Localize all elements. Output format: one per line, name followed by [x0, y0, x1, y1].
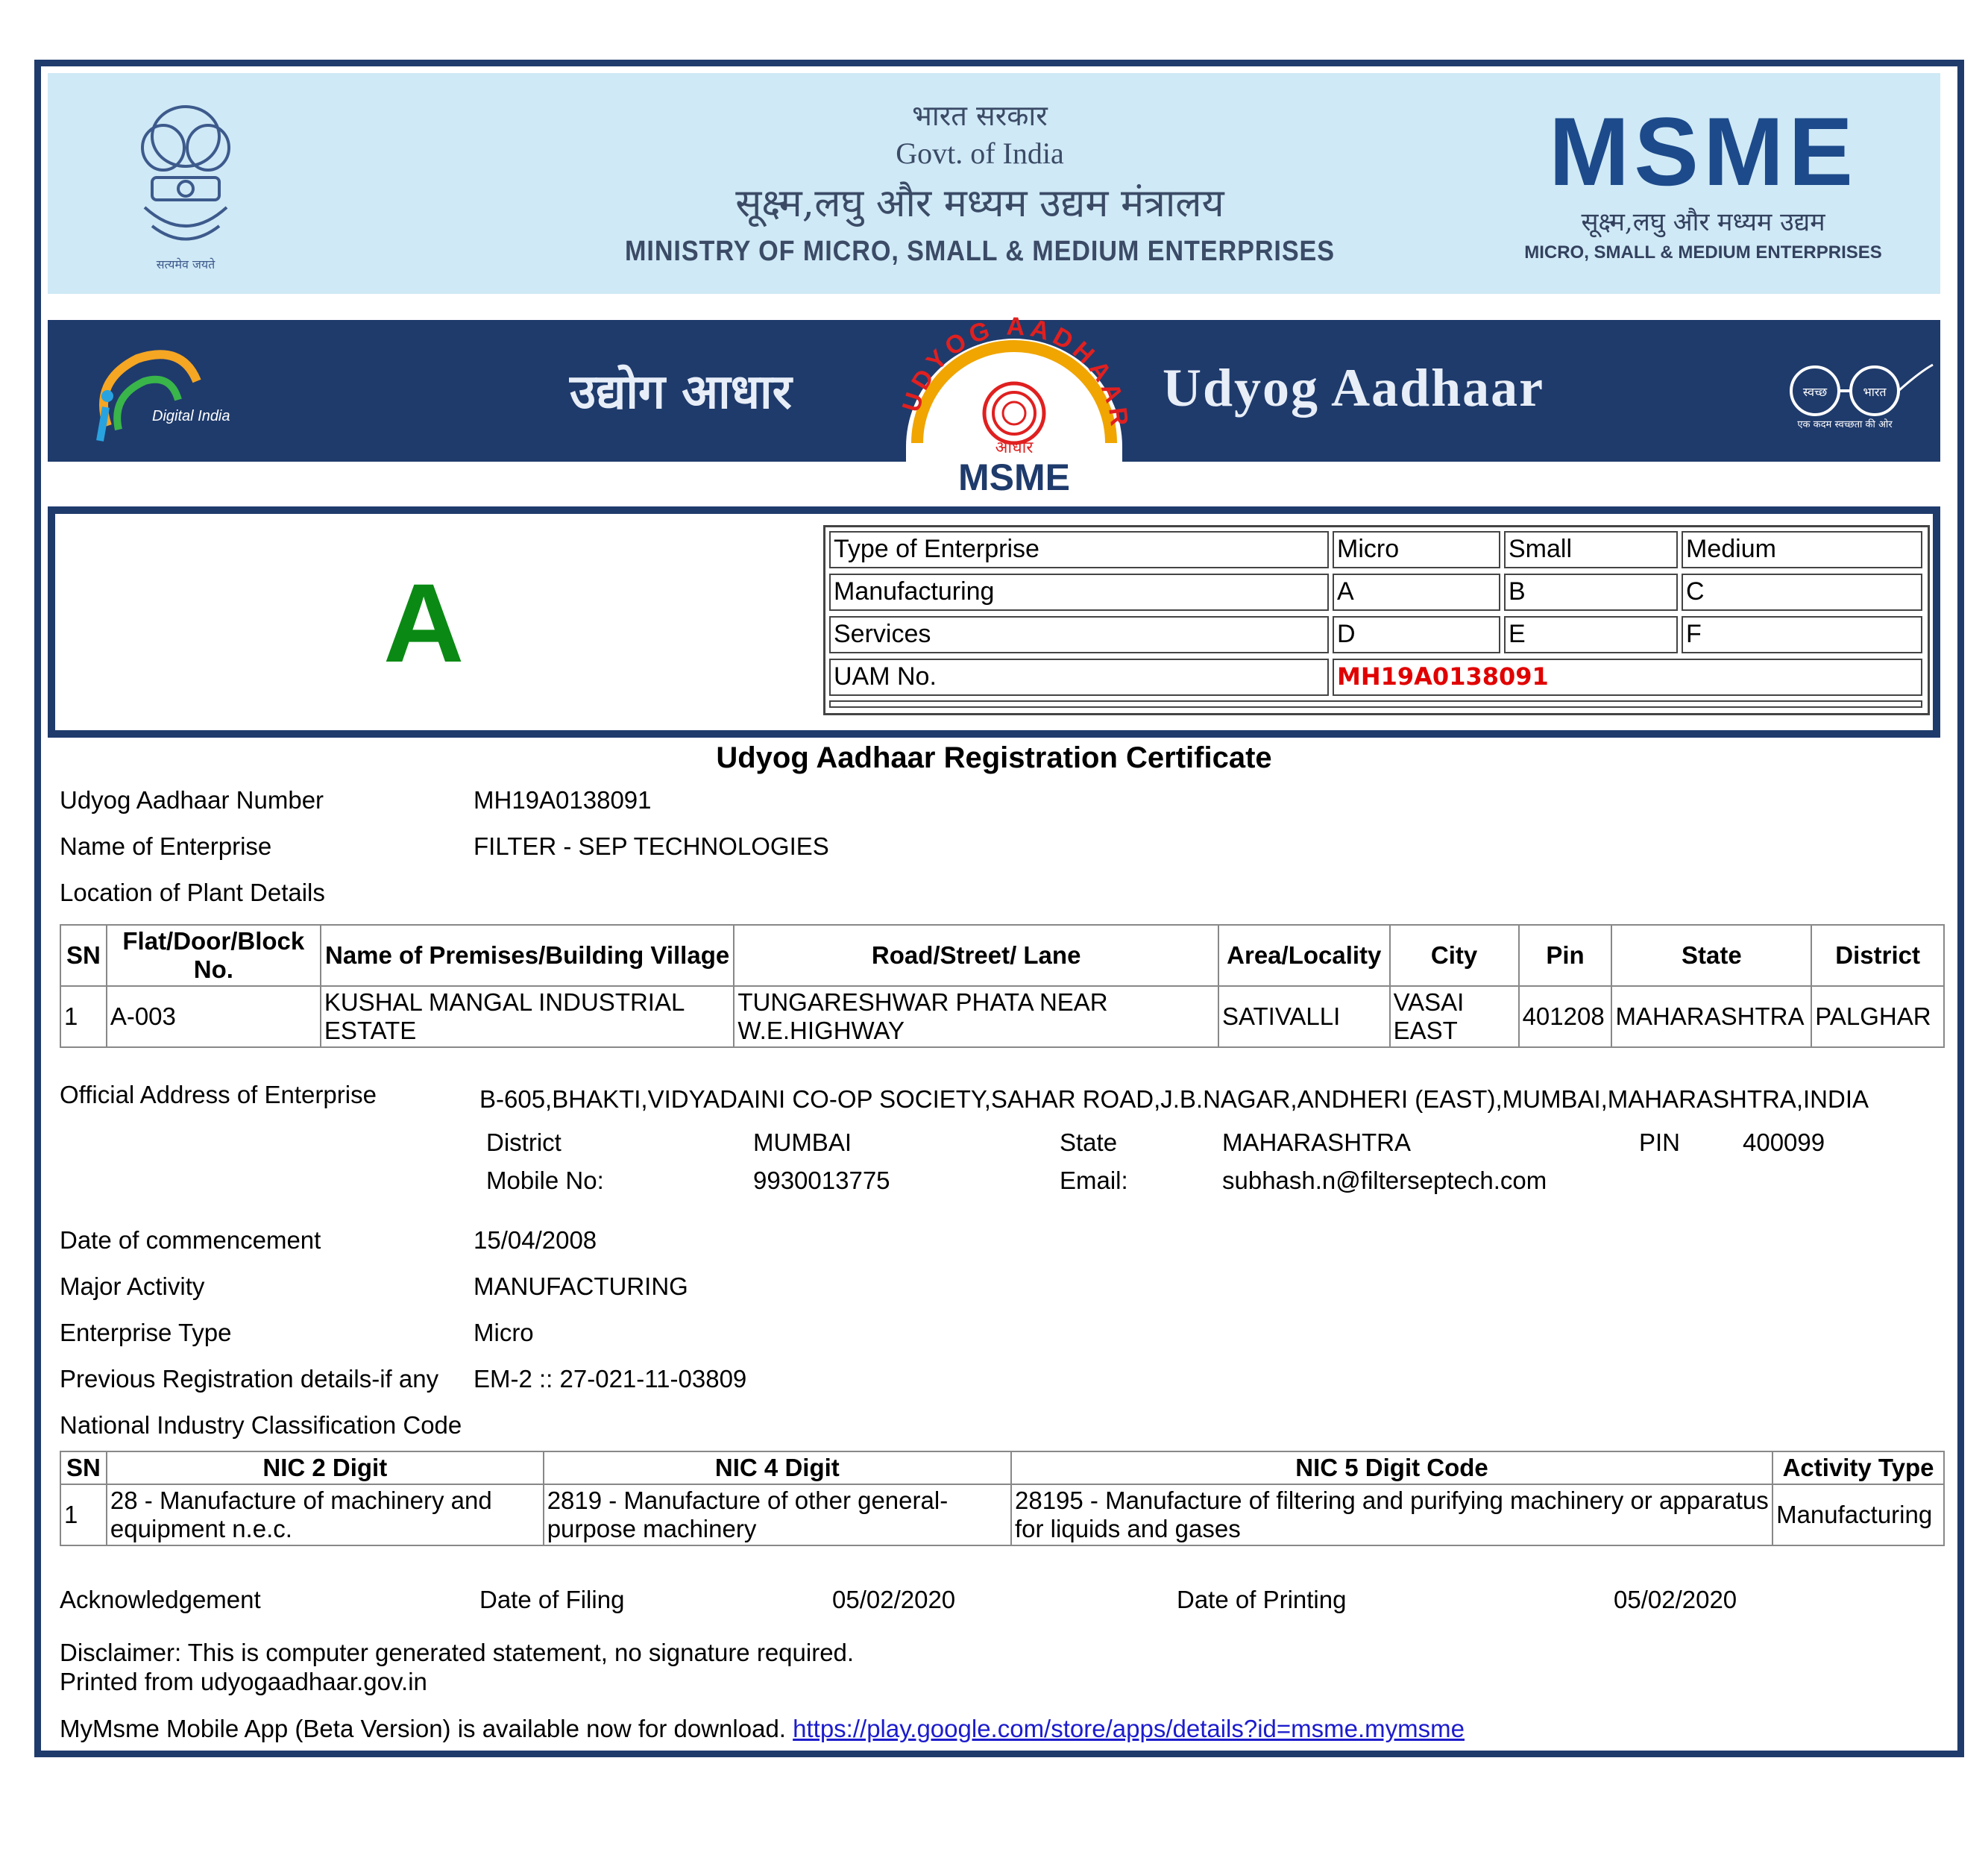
- disclaimer-text: Disclaimer: This is computer generated statement, no signature required.: [60, 1639, 855, 1666]
- tt-cell: E: [1504, 616, 1678, 653]
- nic-cell-4digit: 2819 - Manufacture of other general-purpose machinery: [544, 1484, 1011, 1545]
- enterprise-type-value: Micro: [474, 1319, 534, 1346]
- tt-cell: C: [1682, 574, 1922, 611]
- tt-header-small: Small: [1504, 531, 1678, 568]
- email-value: subhash.n@filterseptech.com: [1222, 1167, 1547, 1194]
- msme-logo-english: MICRO, SMALL & MEDIUM ENTERPRISES: [1524, 242, 1882, 263]
- ministry-english: MINISTRY OF MICRO, SMALL & MEDIUM ENTERPRISES: [625, 236, 1335, 267]
- gov-hindi: भारत सरकार: [912, 99, 1048, 132]
- commencement-value: 15/04/2008: [474, 1226, 597, 1254]
- digital-india-text: Digital India: [152, 408, 230, 424]
- nic-cell-2digit: 28 - Manufacture of machinery and equipment n.e.c.: [107, 1484, 544, 1545]
- filing-date-label: Date of Filing: [479, 1586, 625, 1613]
- email-label: Email:: [1060, 1167, 1128, 1194]
- nic-label: National Industry Classification Code: [60, 1411, 462, 1439]
- tt-row-manufacturing: Manufacturing: [829, 574, 1329, 611]
- plant-location-table: [60, 924, 1945, 1048]
- nic-cell-activity: Manufacturing: [1772, 1484, 1944, 1545]
- mobile-label: Mobile No:: [486, 1167, 604, 1194]
- cell-sn: 1: [60, 986, 107, 1047]
- uan-value: MH19A0138091: [474, 786, 652, 814]
- tt-cell: B: [1504, 574, 1678, 611]
- district-label: District: [486, 1128, 562, 1156]
- enterprise-category-box: [48, 506, 1940, 738]
- enterprise-name-label: Name of Enterprise: [60, 832, 272, 860]
- nic-col-5digit: NIC 5 Digit Code: [1011, 1451, 1772, 1484]
- enterprise-name-value: FILTER - SEP TECHNOLOGIES: [474, 832, 829, 860]
- msme-logo: [1509, 97, 1897, 263]
- cell-area: SATIVALLI: [1218, 986, 1390, 1047]
- pin-value: 400099: [1743, 1128, 1825, 1156]
- app-download-line: [60, 1715, 1465, 1743]
- pin-label: PIN: [1639, 1128, 1681, 1156]
- tt-cell: D: [1333, 616, 1500, 653]
- state-value: MAHARASHTRA: [1222, 1128, 1412, 1156]
- app-download-text: MyMsme Mobile App (Beta Version) is available now for download.: [60, 1715, 786, 1742]
- udyog-aadhaar-seal-icon: [891, 283, 1137, 499]
- nic-col-2digit: NIC 2 Digit: [107, 1451, 544, 1484]
- seal-hindi: आधार: [995, 439, 1034, 457]
- nic-cell-sn: 1: [60, 1484, 107, 1545]
- seal-msme-text: MSME: [958, 456, 1070, 498]
- col-state: State: [1611, 925, 1811, 986]
- gov-english: Govt. of India: [896, 136, 1064, 170]
- table-header-row: [60, 1451, 1944, 1484]
- cell-road: TUNGARESHWAR PHATA NEAR W.E.HIGHWAY: [734, 986, 1218, 1047]
- cell-premises: KUSHAL MANGAL INDUSTRIAL ESTATE: [321, 986, 735, 1047]
- certificate-frame: [34, 60, 1964, 1757]
- col-sn: SN: [60, 925, 107, 986]
- emblem-motto: सत्यमेव जयते: [156, 257, 216, 271]
- nic-col-sn: SN: [60, 1451, 107, 1484]
- nic-table: [60, 1451, 1945, 1546]
- official-address-value: B-605,BHAKTI,VIDYADAINI CO-OP SOCIETY,SAHAR ROAD,J.B.NAGAR,ANDHERI (EAST),MUMBAI,MAHARASHTRA,INDIA: [479, 1085, 1869, 1113]
- government-header: [48, 73, 1940, 294]
- filing-date-value: 05/02/2020: [832, 1586, 956, 1613]
- msme-logo-word: MSME: [1549, 97, 1858, 206]
- tt-header-type: Type of Enterprise: [829, 531, 1329, 568]
- cell-district: PALGHAR: [1811, 986, 1944, 1047]
- col-pin: Pin: [1519, 925, 1612, 986]
- state-label: State: [1060, 1128, 1118, 1156]
- col-area: Area/Locality: [1218, 925, 1390, 986]
- col-district: District: [1811, 925, 1944, 986]
- cell-state: MAHARASHTRA: [1611, 986, 1811, 1047]
- official-address-label: Official Address of Enterprise: [60, 1081, 377, 1108]
- tt-header-medium: Medium: [1682, 531, 1922, 568]
- state-emblem-icon: [130, 95, 242, 274]
- printed-from-text: Printed from udyogaadhaar.gov.in: [60, 1668, 427, 1695]
- uan-label: Udyog Aadhaar Number: [60, 786, 324, 814]
- printing-date-value: 05/02/2020: [1614, 1586, 1737, 1613]
- cell-flat: A-003: [107, 986, 321, 1047]
- table-row: [60, 1484, 1944, 1545]
- seal-arc-text: UDYOG AADHAAR: [896, 312, 1134, 433]
- previous-registration-value: EM-2 :: 27-021-11-03809: [474, 1365, 747, 1393]
- col-premises: Name of Premises/Building Village: [321, 925, 735, 986]
- major-activity-value: MANUFACTURING: [474, 1272, 688, 1300]
- cell-pin: 401208: [1519, 986, 1612, 1047]
- tt-cell: A: [1333, 574, 1500, 611]
- tt-cell: F: [1682, 616, 1922, 653]
- nic-col-activity: Activity Type: [1772, 1451, 1944, 1484]
- tt-header-micro: Micro: [1333, 531, 1500, 568]
- nic-col-4digit: NIC 4 Digit: [544, 1451, 1011, 1484]
- table-row: [60, 986, 1944, 1047]
- app-download-link[interactable]: https://play.google.com/store/apps/details?id=msme.mymsme: [793, 1715, 1465, 1742]
- printing-date-label: Date of Printing: [1177, 1586, 1347, 1613]
- col-city: City: [1390, 925, 1519, 986]
- col-flat: Flat/Door/Block No.: [107, 925, 321, 986]
- tt-spacer-row: [829, 700, 1922, 708]
- uam-label: UAM No.: [829, 659, 1329, 696]
- plant-location-label: Location of Plant Details: [60, 879, 325, 906]
- enterprise-type-table: [823, 525, 1930, 715]
- enterprise-type-label: Enterprise Type: [60, 1319, 232, 1346]
- nic-cell-5digit: 28195 - Manufacture of filtering and purifying machinery or apparatus for liquids and gases: [1011, 1484, 1772, 1545]
- table-header-row: [60, 925, 1944, 986]
- commencement-label: Date of commencement: [60, 1226, 321, 1254]
- tt-row-services: Services: [829, 616, 1329, 653]
- district-value: MUMBAI: [753, 1128, 852, 1156]
- swachh-left-text: स्वच्छ: [1802, 385, 1828, 399]
- acknowledgement-label: Acknowledgement: [60, 1586, 261, 1613]
- category-letter: A: [383, 560, 465, 685]
- digital-india-logo-icon: [78, 336, 257, 448]
- ministry-block: [532, 88, 1427, 268]
- mobile-value: 9930013775: [753, 1167, 890, 1194]
- ministry-hindi: सूक्ष्म,लघु और मध्यम उद्यम मंत्रालय: [735, 181, 1224, 226]
- uam-number: MH19A0138091: [1333, 659, 1922, 696]
- udyog-hindi-title: उद्योग आधार: [570, 364, 792, 420]
- udyog-english-title: Udyog Aadhaar: [1163, 358, 1545, 418]
- swachh-bharat-icon: [1763, 350, 1934, 432]
- previous-registration-label: Previous Registration details-if any: [60, 1365, 439, 1393]
- msme-logo-hindi: सूक्ष्म,लघु और मध्यम उद्यम: [1581, 207, 1825, 237]
- swachh-right-text: भारत: [1863, 385, 1887, 399]
- swachh-caption: एक कदम स्वच्छता की ओर: [1797, 419, 1893, 430]
- cell-city: VASAI EAST: [1390, 986, 1519, 1047]
- certificate-title: Udyog Aadhaar Registration Certificate: [716, 741, 1272, 774]
- col-road: Road/Street/ Lane: [734, 925, 1218, 986]
- major-activity-label: Major Activity: [60, 1272, 205, 1300]
